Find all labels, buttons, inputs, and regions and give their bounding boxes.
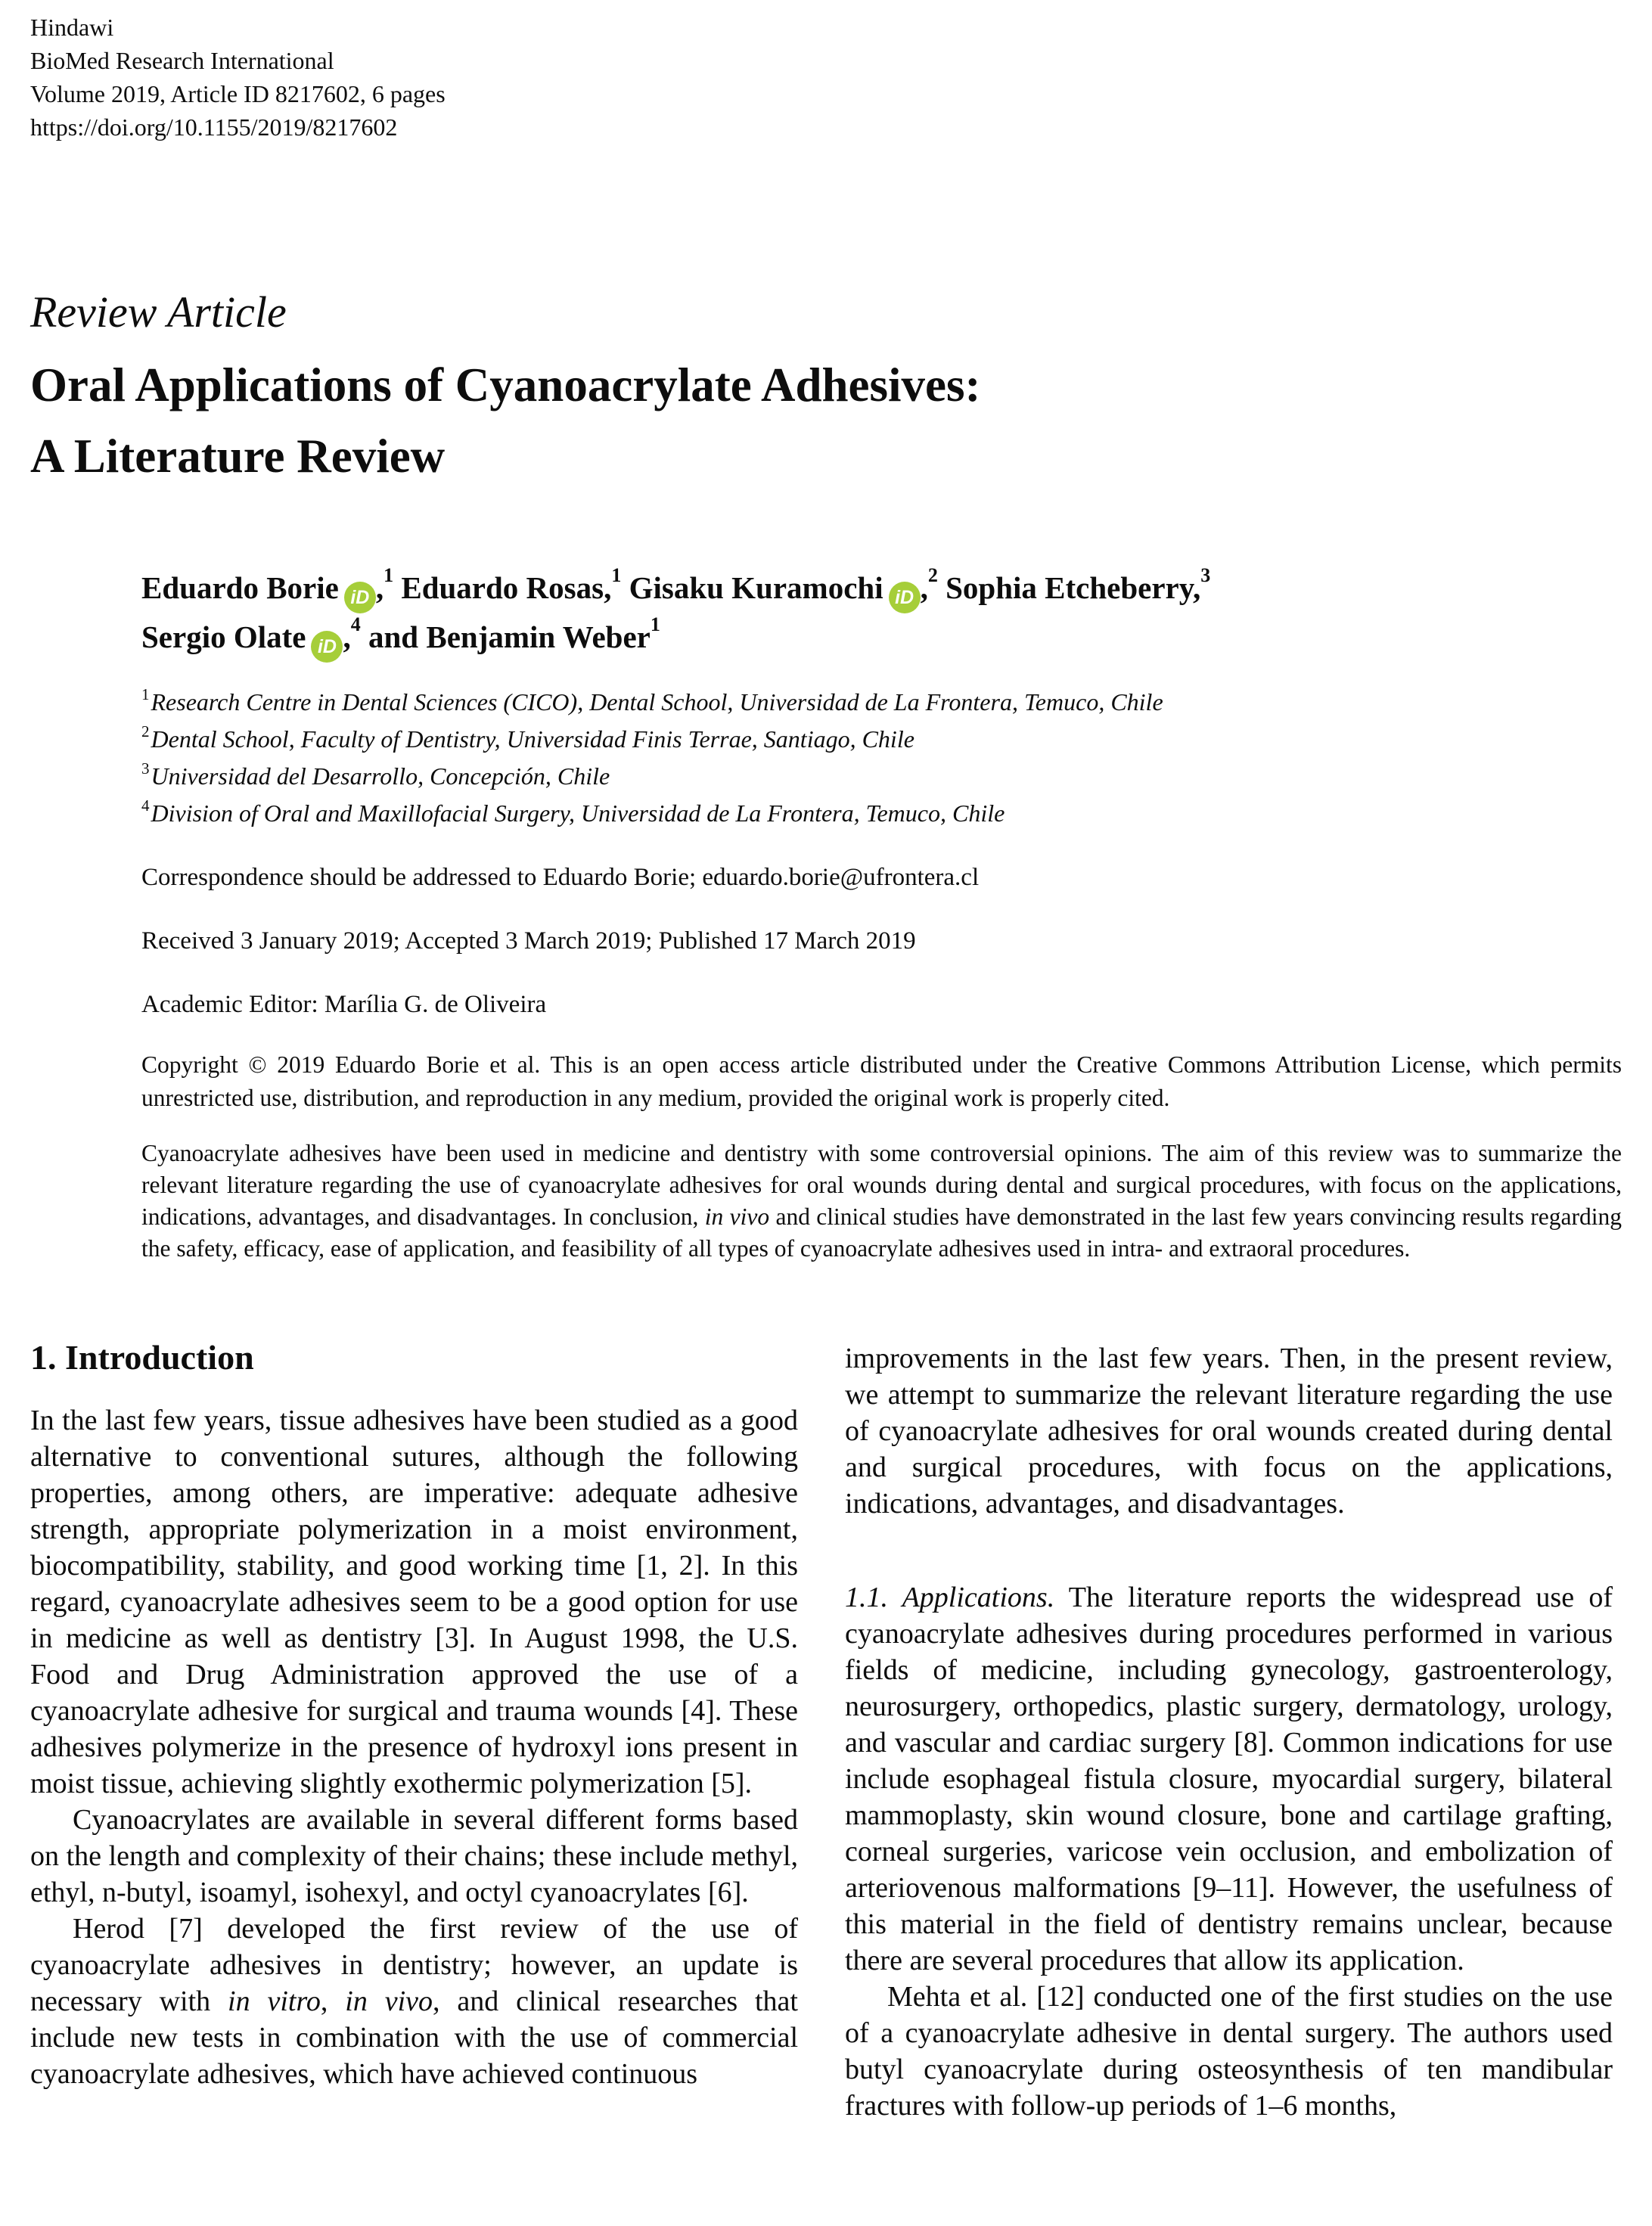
- article-type: Review Article: [30, 287, 287, 337]
- orcid-icon[interactable]: iD: [344, 582, 376, 613]
- author-separator: ,: [375, 570, 384, 605]
- author-affiliation-ref: 1: [384, 564, 394, 586]
- text-run: Herod [7] developed the first review of the use of cyanoacrylate adhesives in dentistry; however, an update is necessary with: [30, 1913, 798, 2017]
- affiliation-number: 4: [141, 796, 150, 815]
- dates-line: Received 3 January 2019; Accepted 3 March 2019; Published 17 March 2019: [141, 927, 916, 955]
- author-separator: ,: [343, 619, 351, 654]
- affiliation-line: [141, 795, 1622, 832]
- orcid-icon[interactable]: iD: [889, 582, 921, 613]
- author-lines: [141, 564, 1622, 663]
- text-run: In the last few years, tissue adhesives have been studied as a good alternative to conventional sutures, although the following properties, among others, are imperative: adequate adhesive strength, appropriate polymerization in a moist environment, biocompatibility, stability, and good working time [1, 2]. In this regard, cyanoacrylate adhesives seem to be a good option for use in medicine as well as dentistry [3]. In August 1998, the U.S. Food and Drug Administration approved the use of a cyanoacrylate adhesive for surgical and trauma wounds [4]. These adhesives polymerize in the presence of hydroxyl ions present in moist tissue, achieving slightly exothermic polymerization [5].: [30, 1405, 798, 1799]
- author-separator: ,: [920, 570, 928, 605]
- author-name: Eduardo Rosas: [401, 570, 604, 605]
- paragraph: [30, 1402, 798, 1802]
- affiliations: [141, 684, 1622, 832]
- journal-name: BioMed Research International: [30, 47, 334, 74]
- text-run: Mehta et al. [12] conducted one of the first studies on the use of a cyanoacrylate adhesive in dental surgery. The authors used butyl cyanoacrylate during osteosynthesis of ten mandibular fractures with follow-up periods of 1–6 months,: [845, 1981, 1613, 2122]
- paragraph: [30, 1911, 798, 2092]
- paragraph: [845, 1579, 1613, 1979]
- front-matter: [141, 564, 1622, 1265]
- author-name: Eduardo Borie: [141, 570, 339, 605]
- text-run: The literature reports the widespread use of cyanoacrylate adhesives during procedures performed in various fields of medicine, including gynecology, gastroenterology, neurosurgery, orthopedics, plastic surgery, dermatology, urology, and vascular and cardiac surgery [8]. Common indications for use include esophageal fistula closure, myocardial surgery, bilateral mammoplasty, skin wound closure, bone and cartilage grafting, corneal surgeries, varicose vein occlusion, and embolization of arteriovenous malformations [9–11]. However, the usefulness of this material in the field of dentistry remains unclear, because there are several procedures that allow its application.: [845, 1582, 1613, 1976]
- correspondence-email[interactable]: eduardo.borie@ufrontera.cl: [702, 864, 980, 891]
- author-separator: ,: [1193, 570, 1201, 605]
- author-name: Sergio Olate: [141, 619, 306, 654]
- italic-text-run: 1.1. Applications.: [845, 1582, 1055, 1613]
- orcid-icon[interactable]: iD: [311, 631, 343, 663]
- article-title: [30, 349, 1622, 492]
- author-affiliation-ref: 1: [611, 564, 622, 586]
- volume-line: Volume 2019, Article ID 8217602, 6 pages: [30, 80, 446, 107]
- author-line: [141, 564, 1622, 613]
- affiliation-line: [141, 684, 1622, 721]
- paragraph: [845, 1340, 1613, 1522]
- publisher-name: Hindawi: [30, 14, 114, 41]
- body-columns: [30, 1340, 1622, 2124]
- affiliation-text: Universidad del Desarrollo, Concepción, Chile: [151, 762, 610, 790]
- italic-text-run: in vivo: [704, 1203, 770, 1230]
- article-title-line-2: A Literature Review: [30, 430, 446, 483]
- journal-header: [30, 0, 1622, 144]
- affiliation-text: Dental School, Faculty of Dentistry, Universidad Finis Terrae, Santiago, Chile: [151, 725, 914, 753]
- left-column: [30, 1340, 798, 2124]
- section-heading-introduction: 1. Introduction: [30, 1338, 254, 1377]
- copyright-text: Copyright © 2019 Eduardo Borie et al. This is an open access article distributed under the Creative Commons Attribution License, which permits unrestricted use, distribution, and reproduction in any medium, provided the original work is properly cited.: [141, 1051, 1622, 1111]
- author-prefix: and: [368, 619, 427, 654]
- paragraph: [30, 1802, 798, 1911]
- affiliation-line: [141, 721, 1622, 758]
- affiliation-number: 3: [141, 759, 150, 778]
- editor-line: Academic Editor: Marília G. de Oliveira: [141, 991, 547, 1018]
- author-name: Gisaku Kuramochi: [629, 570, 883, 605]
- text-run: improvements in the last few years. Then, in the present review, we attempt to summarize the relevant literature regarding the use of cyanoacrylate adhesives for oral wounds created during dental and surgical procedures, with focus on the applications, indications, advantages, and disadvantages.: [845, 1343, 1613, 1520]
- text-run: , and clinical researches that include new tests in combination with the use of commercial cyanoacrylate adhesives, which have achieved continuous: [30, 1985, 798, 2090]
- affiliation-text: Research Centre in Dental Sciences (CICO), Dental School, Universidad de La Frontera, Temuco, Chile: [151, 688, 1163, 716]
- right-column-paragraphs: [845, 1340, 1613, 2124]
- author-line: [141, 613, 1622, 663]
- correspondence-line: [141, 861, 1622, 894]
- article-title-line-1: Oral Applications of Cyanoacrylate Adhesives:: [30, 359, 981, 411]
- paragraph: [845, 1979, 1613, 2124]
- affiliation-line: [141, 758, 1622, 795]
- text-run: Cyanoacrylate adhesives have been used in medicine and dentistry with some controversial opinions. The aim of this review was to summarize the relevant literature regarding the use of cyanoacrylate adhesives for oral wounds during dental and surgical procedures, with focus on the applications, indications, advantages, and disadvantages. In conclusion,: [141, 1140, 1622, 1230]
- italic-text-run: in vivo: [345, 1985, 433, 2017]
- right-column: [845, 1340, 1613, 2124]
- italic-text-run: in vitro: [228, 1985, 321, 2017]
- left-column-paragraphs: [30, 1402, 798, 2092]
- author-affiliation-ref: 3: [1200, 564, 1211, 586]
- author-affiliation-ref: 2: [927, 564, 938, 586]
- text-run: ,: [320, 1985, 346, 2017]
- author-name: Benjamin Weber: [426, 619, 651, 654]
- author-affiliation-ref: 1: [650, 613, 660, 635]
- affiliation-text: Division of Oral and Maxillofacial Surgery, Universidad de La Frontera, Temuco, Chile: [151, 799, 1005, 827]
- author-name: Sophia Etcheberry: [946, 570, 1193, 605]
- doi-link[interactable]: https://doi.org/10.1155/2019/8217602: [30, 113, 398, 141]
- correspondence-text: Correspondence should be addressed to Eduardo Borie;: [141, 864, 703, 891]
- text-run: and clinical studies have demonstrated in the last few years convincing results regarding the safety, efficacy, ease of application, and feasibility of all types of cyanoacrylate adhesives used in intra- and extraoral procedures.: [141, 1203, 1622, 1262]
- author-separator: ,: [604, 570, 612, 605]
- affiliation-number: 1: [141, 685, 150, 703]
- text-run: Cyanoacrylates are available in several different forms based on the length and complexity of their chains; these include methyl, ethyl, n-butyl, isoamyl, isohexyl, and octyl cyanoacrylates [6].: [30, 1804, 798, 1908]
- affiliation-number: 2: [141, 722, 150, 740]
- author-affiliation-ref: 4: [350, 613, 361, 635]
- abstract-text: [141, 1138, 1622, 1265]
